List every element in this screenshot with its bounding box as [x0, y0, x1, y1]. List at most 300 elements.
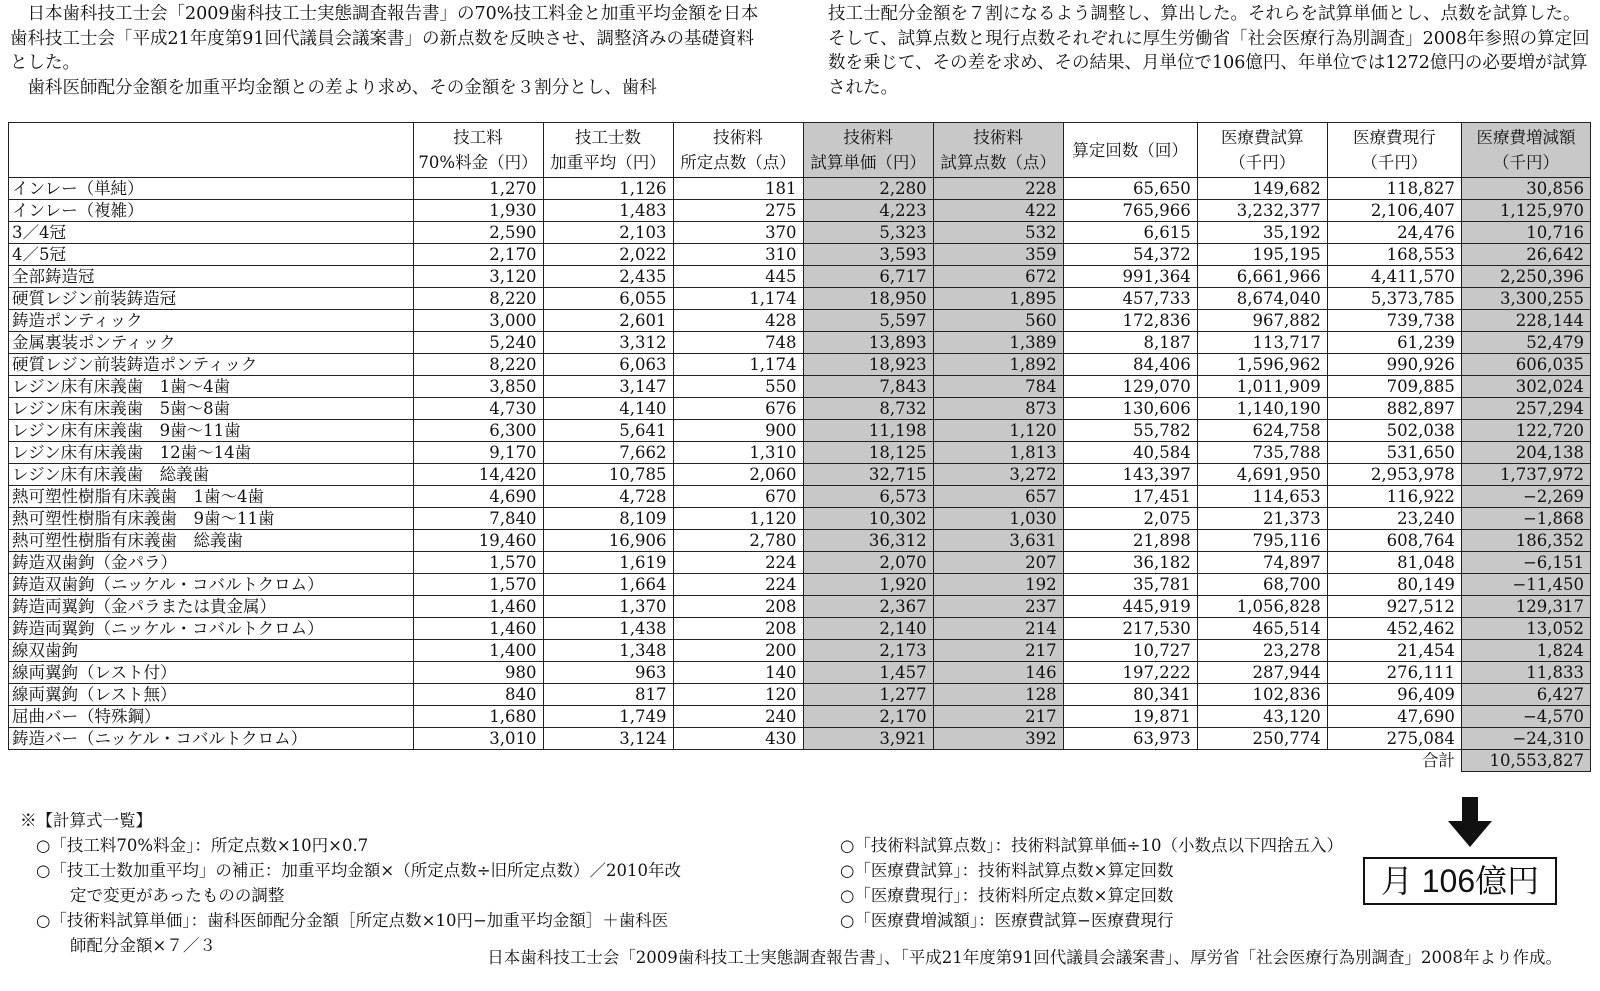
table-cell: 4,140 — [543, 398, 673, 420]
table-cell: 392 — [933, 728, 1063, 750]
table-cell: 709,885 — [1327, 376, 1461, 398]
formula-spacer — [840, 808, 1400, 833]
table-cell: 2,601 — [543, 310, 673, 332]
intro-right-para: 技工士配分金額を７割になるよう調整し、算出した。それらを試算単価とし、点数を試算した。そして、試算点数と現行点数それぞれに厚生労働省「社会医療行為別調査」2008年参照の算定回数を乗じて、その差を求め、その結果、月単位で106億円、年単位では1272億円の必要増が試算された。 — [828, 4, 1590, 98]
table-cell: 6,615 — [1063, 222, 1197, 244]
table-cell: 116,922 — [1327, 486, 1461, 508]
column-header — [673, 123, 803, 178]
table-cell: 14,420 — [413, 464, 543, 486]
table-cell: 128 — [933, 684, 1063, 706]
table-cell: 5,641 — [543, 420, 673, 442]
table-cell: 130,606 — [1063, 398, 1197, 420]
table-cell: 2,070 — [803, 552, 933, 574]
table-cell: 2,953,978 — [1327, 464, 1461, 486]
table-cell: 6,063 — [543, 354, 673, 376]
intro-paragraph-right — [828, 2, 1592, 100]
table-cell: 3,921 — [803, 728, 933, 750]
table-cell: 2,170 — [413, 244, 543, 266]
table-cell: 428 — [673, 310, 803, 332]
table-cell: 13,893 — [803, 332, 933, 354]
table-cell: 735,788 — [1197, 442, 1327, 464]
table-cell: 197,222 — [1063, 662, 1197, 684]
column-header — [1063, 123, 1197, 178]
table-cell: 2,435 — [543, 266, 673, 288]
table-cell: 143,397 — [1063, 464, 1197, 486]
table-cell: 1,126 — [543, 178, 673, 200]
table-cell: 445,919 — [1063, 596, 1197, 618]
table-cell: 35,781 — [1063, 574, 1197, 596]
table-cell: 1,270 — [413, 178, 543, 200]
column-header-line1: 技術料 — [973, 128, 1023, 147]
table-cell: 84,406 — [1063, 354, 1197, 376]
table-cell: 1,125,970 — [1461, 200, 1590, 222]
table-cell: 217,530 — [1063, 618, 1197, 640]
table-cell: 670 — [673, 486, 803, 508]
table-cell: 1,174 — [673, 354, 803, 376]
table-cell: 991,364 — [1063, 266, 1197, 288]
table-cell: 3,631 — [933, 530, 1063, 552]
table-cell: 5,323 — [803, 222, 933, 244]
row-label: 鋳造両翼鉤（金パラまたは貴金属） — [9, 596, 414, 618]
table-cell: 96,409 — [1327, 684, 1461, 706]
table-row — [9, 728, 1591, 750]
table-row — [9, 574, 1591, 596]
column-header — [1327, 123, 1461, 178]
table-cell: 672 — [933, 266, 1063, 288]
table-cell: 7,662 — [543, 442, 673, 464]
table-cell: 1,930 — [413, 200, 543, 222]
formula-item: ○「技術料試算単価」：歯科医師配分金額［所定点数×10円−加重平均金額］＋歯科医 — [36, 911, 669, 930]
table-cell: 1,277 — [803, 684, 933, 706]
column-header — [9, 123, 414, 178]
table-cell: 2,780 — [673, 530, 803, 552]
table-cell: 36,182 — [1063, 552, 1197, 574]
table-cell: 1,813 — [933, 442, 1063, 464]
table-cell: −11,450 — [1461, 574, 1590, 596]
table-cell: 3,120 — [413, 266, 543, 288]
table-cell: 10,785 — [543, 464, 673, 486]
table-cell: 1,619 — [543, 552, 673, 574]
table-row — [9, 178, 1591, 200]
formula-item: ○「医療費現行」：技術料所定点数×算定回数 — [840, 886, 1174, 905]
table-cell: 817 — [543, 684, 673, 706]
table-cell: 186,352 — [1461, 530, 1590, 552]
table-cell: 430 — [673, 728, 803, 750]
table-cell: 74,897 — [1197, 552, 1327, 574]
table-cell: 228,144 — [1461, 310, 1590, 332]
table-cell: 52,479 — [1461, 332, 1590, 354]
table-cell: 3,232,377 — [1197, 200, 1327, 222]
table-row — [9, 486, 1591, 508]
row-label: インレー（複雑） — [9, 200, 414, 222]
table-cell: 214 — [933, 618, 1063, 640]
table-cell: 2,060 — [673, 464, 803, 486]
table-cell: −1,868 — [1461, 508, 1590, 530]
table-cell: 17,451 — [1063, 486, 1197, 508]
table-cell: 21,898 — [1063, 530, 1197, 552]
table-row — [9, 618, 1591, 640]
table-cell: 217 — [933, 640, 1063, 662]
table-cell: 224 — [673, 574, 803, 596]
table-cell: 6,427 — [1461, 684, 1590, 706]
table-cell: 140 — [673, 662, 803, 684]
column-header-line1: 医療費現行 — [1353, 128, 1436, 147]
intro-left-para-2: 歯科医師配分金額を加重平均金額との差より求め、その金額を３割分とし、歯科 — [27, 77, 657, 98]
column-header-line2: 試算点数（点） — [940, 153, 1056, 172]
table-cell: 63,973 — [1063, 728, 1197, 750]
table-cell: −24,310 — [1461, 728, 1590, 750]
row-label: レジン床有床義歯 5歯〜8歯 — [9, 398, 414, 420]
column-header-line2: 所定点数（点） — [680, 153, 796, 172]
row-label: 線両翼鉤（レスト無） — [9, 684, 414, 706]
table-cell: 257,294 — [1461, 398, 1590, 420]
formula-item: ○「医療費増減額」：医療費試算−医療費現行 — [840, 911, 1174, 930]
formula-item-continuation: 師配分金額×７／３ — [70, 936, 216, 955]
column-header-line1: 技工士数 — [575, 128, 642, 147]
table-cell: −6,151 — [1461, 552, 1590, 574]
table-cell: 80,341 — [1063, 684, 1197, 706]
column-header-line1: 算定回数（回） — [1072, 140, 1188, 160]
table-row — [9, 596, 1591, 618]
row-label: 硬質レジン前装鋳造冠 — [9, 288, 414, 310]
formula-item: ○「技工料70%料金」：所定点数×10円×0.7 — [36, 836, 369, 855]
table-row — [9, 222, 1591, 244]
table-row — [9, 442, 1591, 464]
table-row — [9, 288, 1591, 310]
table-cell: 36,312 — [803, 530, 933, 552]
row-label: 屈曲バー（特殊鋼） — [9, 706, 414, 728]
table-cell: 10,727 — [1063, 640, 1197, 662]
table-cell: 200 — [673, 640, 803, 662]
table-cell: 172,836 — [1063, 310, 1197, 332]
table-cell: 114,653 — [1197, 486, 1327, 508]
table-cell: 11,198 — [803, 420, 933, 442]
formula-item: ○「技術料試算点数」：技術料試算単価÷10（小数点以下四捨五入） — [840, 836, 1343, 855]
table-cell: 465,514 — [1197, 618, 1327, 640]
table-cell: 1,737,972 — [1461, 464, 1590, 486]
table-cell: 275,084 — [1327, 728, 1461, 750]
table-cell: 120 — [673, 684, 803, 706]
column-header-line2: （千円） — [1229, 153, 1296, 172]
total-label: 合計 — [1327, 750, 1461, 772]
table-cell: 310 — [673, 244, 803, 266]
table-cell: 168,553 — [1327, 244, 1461, 266]
table-cell: 32,715 — [803, 464, 933, 486]
table-cell: 1,120 — [933, 420, 1063, 442]
table-cell: 35,192 — [1197, 222, 1327, 244]
intro-left-para-1: 日本歯科技工士会「2009歯科技工士実態調査報告書」の70%技工料金と加重平均金額を日本歯科技工士会「平成21年度第91回代議員会議案書」の新点数を反映させ、調整済みの基礎資料とした。 — [10, 4, 759, 73]
table-cell: 4,691,950 — [1197, 464, 1327, 486]
table-cell: 502,038 — [1327, 420, 1461, 442]
table-row — [9, 684, 1591, 706]
table-cell: 6,661,966 — [1197, 266, 1327, 288]
table-row — [9, 354, 1591, 376]
table-cell: 129,070 — [1063, 376, 1197, 398]
table-cell: 3,272 — [933, 464, 1063, 486]
column-header — [1461, 123, 1590, 178]
column-header — [413, 123, 543, 178]
row-label: レジン床有床義歯 総義歯 — [9, 464, 414, 486]
table-cell: 8,109 — [543, 508, 673, 530]
table-cell: 2,280 — [803, 178, 933, 200]
row-label: 鋳造両翼鉤（ニッケル・コバルトクロム） — [9, 618, 414, 640]
table-cell: 3,010 — [413, 728, 543, 750]
table-cell: 676 — [673, 398, 803, 420]
table-cell: 3,147 — [543, 376, 673, 398]
table-row — [9, 332, 1591, 354]
table-cell: 900 — [673, 420, 803, 442]
table-cell: 18,923 — [803, 354, 933, 376]
table-cell: 5,240 — [413, 332, 543, 354]
row-label: 鋳造双歯鉤（金パラ） — [9, 552, 414, 574]
row-label: 全部鋳造冠 — [9, 266, 414, 288]
table-cell: 1,457 — [803, 662, 933, 684]
table-cell: 606,035 — [1461, 354, 1590, 376]
table-cell: 8,220 — [413, 354, 543, 376]
formula-item: ○「技工士数加重平均」の補正：加重平均金額×（所定点数÷旧所定点数）／2010年改 — [36, 861, 682, 880]
table-cell: −4,570 — [1461, 706, 1590, 728]
table-cell: 26,642 — [1461, 244, 1590, 266]
table-cell: 1,596,962 — [1197, 354, 1327, 376]
table-cell: 250,774 — [1197, 728, 1327, 750]
table-cell: 963 — [543, 662, 673, 684]
table-cell: 2,022 — [543, 244, 673, 266]
table-cell: 18,950 — [803, 288, 933, 310]
table-row — [9, 706, 1591, 728]
table-cell: 1,438 — [543, 618, 673, 640]
column-header-line1: 技術料 — [843, 128, 893, 147]
table-cell: 23,240 — [1327, 508, 1461, 530]
fee-comparison-table — [8, 122, 1591, 772]
table-cell: 118,827 — [1327, 178, 1461, 200]
table-cell: 208 — [673, 596, 803, 618]
table-cell: 224 — [673, 552, 803, 574]
table-cell: 9,170 — [413, 442, 543, 464]
table-cell: 370 — [673, 222, 803, 244]
table-cell: 1,824 — [1461, 640, 1590, 662]
row-label: 金属裏装ポンティック — [9, 332, 414, 354]
table-cell: 1,920 — [803, 574, 933, 596]
table-row — [9, 662, 1591, 684]
table-cell: 967,882 — [1197, 310, 1327, 332]
table-cell: 228 — [933, 178, 1063, 200]
table-cell: 287,944 — [1197, 662, 1327, 684]
table-cell: 1,174 — [673, 288, 803, 310]
column-header-line2: 試算単価（円） — [810, 153, 926, 172]
table-row — [9, 398, 1591, 420]
row-label: 硬質レジン前装鋳造ポンティック — [9, 354, 414, 376]
table-cell: 1,892 — [933, 354, 1063, 376]
table-cell: 2,075 — [1063, 508, 1197, 530]
table-cell: 4,411,570 — [1327, 266, 1461, 288]
table-cell: 1,749 — [543, 706, 673, 728]
table-cell: 7,840 — [413, 508, 543, 530]
table-cell: 882,897 — [1327, 398, 1461, 420]
column-header — [803, 123, 933, 178]
table-cell: 980 — [413, 662, 543, 684]
table-cell: 359 — [933, 244, 1063, 266]
table-row — [9, 244, 1591, 266]
table-cell: 237 — [933, 596, 1063, 618]
table-cell: 146 — [933, 662, 1063, 684]
table-cell: 3,124 — [543, 728, 673, 750]
table-cell: 1,389 — [933, 332, 1063, 354]
row-label: レジン床有床義歯 1歯〜4歯 — [9, 376, 414, 398]
column-header-line1: 医療費試算 — [1220, 128, 1304, 147]
table-cell: 10,302 — [803, 508, 933, 530]
table-cell: 2,170 — [803, 706, 933, 728]
table-cell: 1,120 — [673, 508, 803, 530]
table-row — [9, 200, 1591, 222]
formula-title: ※【計算式一覧】 — [20, 811, 152, 830]
table-cell: 40,584 — [1063, 442, 1197, 464]
table-cell: 748 — [673, 332, 803, 354]
table-cell: 1,030 — [933, 508, 1063, 530]
monthly-result-box: 月 106億円 — [1363, 857, 1557, 905]
row-label: インレー（単純） — [9, 178, 414, 200]
row-label: 3／4冠 — [9, 222, 414, 244]
table-cell: 2,140 — [803, 618, 933, 640]
intro-paragraph-left — [10, 2, 770, 100]
table-cell: 4,730 — [413, 398, 543, 420]
row-label: 熱可塑性樹脂有床義歯 1歯〜4歯 — [9, 486, 414, 508]
table-cell: 240 — [673, 706, 803, 728]
down-arrow-icon — [1448, 797, 1492, 847]
table-cell: 6,055 — [543, 288, 673, 310]
table-cell: 19,871 — [1063, 706, 1197, 728]
table-cell: 1,483 — [543, 200, 673, 222]
table-cell: 3,312 — [543, 332, 673, 354]
table-cell: 8,220 — [413, 288, 543, 310]
row-label: 線両翼鉤（レスト付） — [9, 662, 414, 684]
table-cell: 4,690 — [413, 486, 543, 508]
column-header-line1: 医療費増減額 — [1476, 128, 1576, 147]
formula-item-continuation: 定で変更があったものの調整 — [70, 886, 285, 905]
table-cell: 5,373,785 — [1327, 288, 1461, 310]
table-cell: 8,732 — [803, 398, 933, 420]
table-cell: 840 — [413, 684, 543, 706]
table-cell: 3,593 — [803, 244, 933, 266]
table-row — [9, 640, 1591, 662]
table-cell: 122,720 — [1461, 420, 1590, 442]
table-cell: 24,476 — [1327, 222, 1461, 244]
formula-list-left — [20, 808, 800, 958]
table-cell: 624,758 — [1197, 420, 1327, 442]
table-cell: 61,239 — [1327, 332, 1461, 354]
table-cell: 47,690 — [1327, 706, 1461, 728]
table-cell: 5,597 — [803, 310, 933, 332]
table-cell: 21,373 — [1197, 508, 1327, 530]
table-cell: 1,056,828 — [1197, 596, 1327, 618]
table-cell: 6,573 — [803, 486, 933, 508]
table-cell: 276,111 — [1327, 662, 1461, 684]
table-cell: 3,850 — [413, 376, 543, 398]
table-cell: 192 — [933, 574, 1063, 596]
table-cell: 657 — [933, 486, 1063, 508]
table-cell: 445 — [673, 266, 803, 288]
total-row — [9, 750, 1591, 772]
table-cell: 21,454 — [1327, 640, 1461, 662]
table-cell: 10,716 — [1461, 222, 1590, 244]
table-row — [9, 420, 1591, 442]
table-cell: 217 — [933, 706, 1063, 728]
table-cell: 1,570 — [413, 552, 543, 574]
table-cell: 18,125 — [803, 442, 933, 464]
table-cell: 113,717 — [1197, 332, 1327, 354]
table-cell: 6,717 — [803, 266, 933, 288]
table-cell: 560 — [933, 310, 1063, 332]
row-label: 鋳造バー（ニッケル・コバルトクロム） — [9, 728, 414, 750]
formula-item: ○「医療費試算」：技術料試算点数×算定回数 — [840, 861, 1174, 880]
table-cell: 550 — [673, 376, 803, 398]
table-row — [9, 464, 1591, 486]
table-cell: 2,590 — [413, 222, 543, 244]
table-cell: 8,674,040 — [1197, 288, 1327, 310]
table-cell: 7,843 — [803, 376, 933, 398]
column-header-line1: 技工料 — [453, 128, 503, 147]
table-cell: 1,664 — [543, 574, 673, 596]
table-cell: 990,926 — [1327, 354, 1461, 376]
table-row — [9, 266, 1591, 288]
table-cell: 2,106,407 — [1327, 200, 1461, 222]
table-cell: 43,120 — [1197, 706, 1327, 728]
table-cell: 422 — [933, 200, 1063, 222]
table-cell: 4,728 — [543, 486, 673, 508]
table-cell: 2,367 — [803, 596, 933, 618]
table-cell: 1,140,190 — [1197, 398, 1327, 420]
table-cell: 55,782 — [1063, 420, 1197, 442]
table-cell: 80,149 — [1327, 574, 1461, 596]
table-row — [9, 310, 1591, 332]
total-row-spacer — [9, 750, 1328, 772]
table-cell: 81,048 — [1327, 552, 1461, 574]
table-cell: 207 — [933, 552, 1063, 574]
table-cell: 784 — [933, 376, 1063, 398]
table-cell: 2,250,396 — [1461, 266, 1590, 288]
column-header-line2: （千円） — [1492, 153, 1559, 172]
source-note: 日本歯科技工士会「2009歯科技工士実態調査報告書」、「平成21年度第91回代議員会議案書」、厚労省「社会医療行為別調査」2008年より作成。 — [487, 948, 1562, 967]
table-cell: 795,116 — [1197, 530, 1327, 552]
table-cell: 11,833 — [1461, 662, 1590, 684]
table-cell: 302,024 — [1461, 376, 1590, 398]
table-cell: 149,682 — [1197, 178, 1327, 200]
table-cell: 3,300,255 — [1461, 288, 1590, 310]
table-row — [9, 530, 1591, 552]
column-header-line2: （千円） — [1361, 153, 1428, 172]
table-cell: 181 — [673, 178, 803, 200]
formula-list-right — [840, 808, 1400, 933]
table-cell: 68,700 — [1197, 574, 1327, 596]
table-header-row — [9, 123, 1591, 178]
table-cell: 3,000 — [413, 310, 543, 332]
table-cell: 129,317 — [1461, 596, 1590, 618]
table-cell: 739,738 — [1327, 310, 1461, 332]
table-cell: 1,348 — [543, 640, 673, 662]
table-cell: 4,223 — [803, 200, 933, 222]
table-row — [9, 376, 1591, 398]
column-header — [1197, 123, 1327, 178]
row-label: レジン床有床義歯 9歯〜11歯 — [9, 420, 414, 442]
table-cell: 16,906 — [543, 530, 673, 552]
table-cell: 208 — [673, 618, 803, 640]
table-cell: 1,400 — [413, 640, 543, 662]
row-label: 4／5冠 — [9, 244, 414, 266]
table-cell: 1,460 — [413, 596, 543, 618]
table-cell: 1,310 — [673, 442, 803, 464]
column-header-line1: 技術料 — [713, 128, 763, 147]
table-cell: 1,011,909 — [1197, 376, 1327, 398]
table-cell: 275 — [673, 200, 803, 222]
